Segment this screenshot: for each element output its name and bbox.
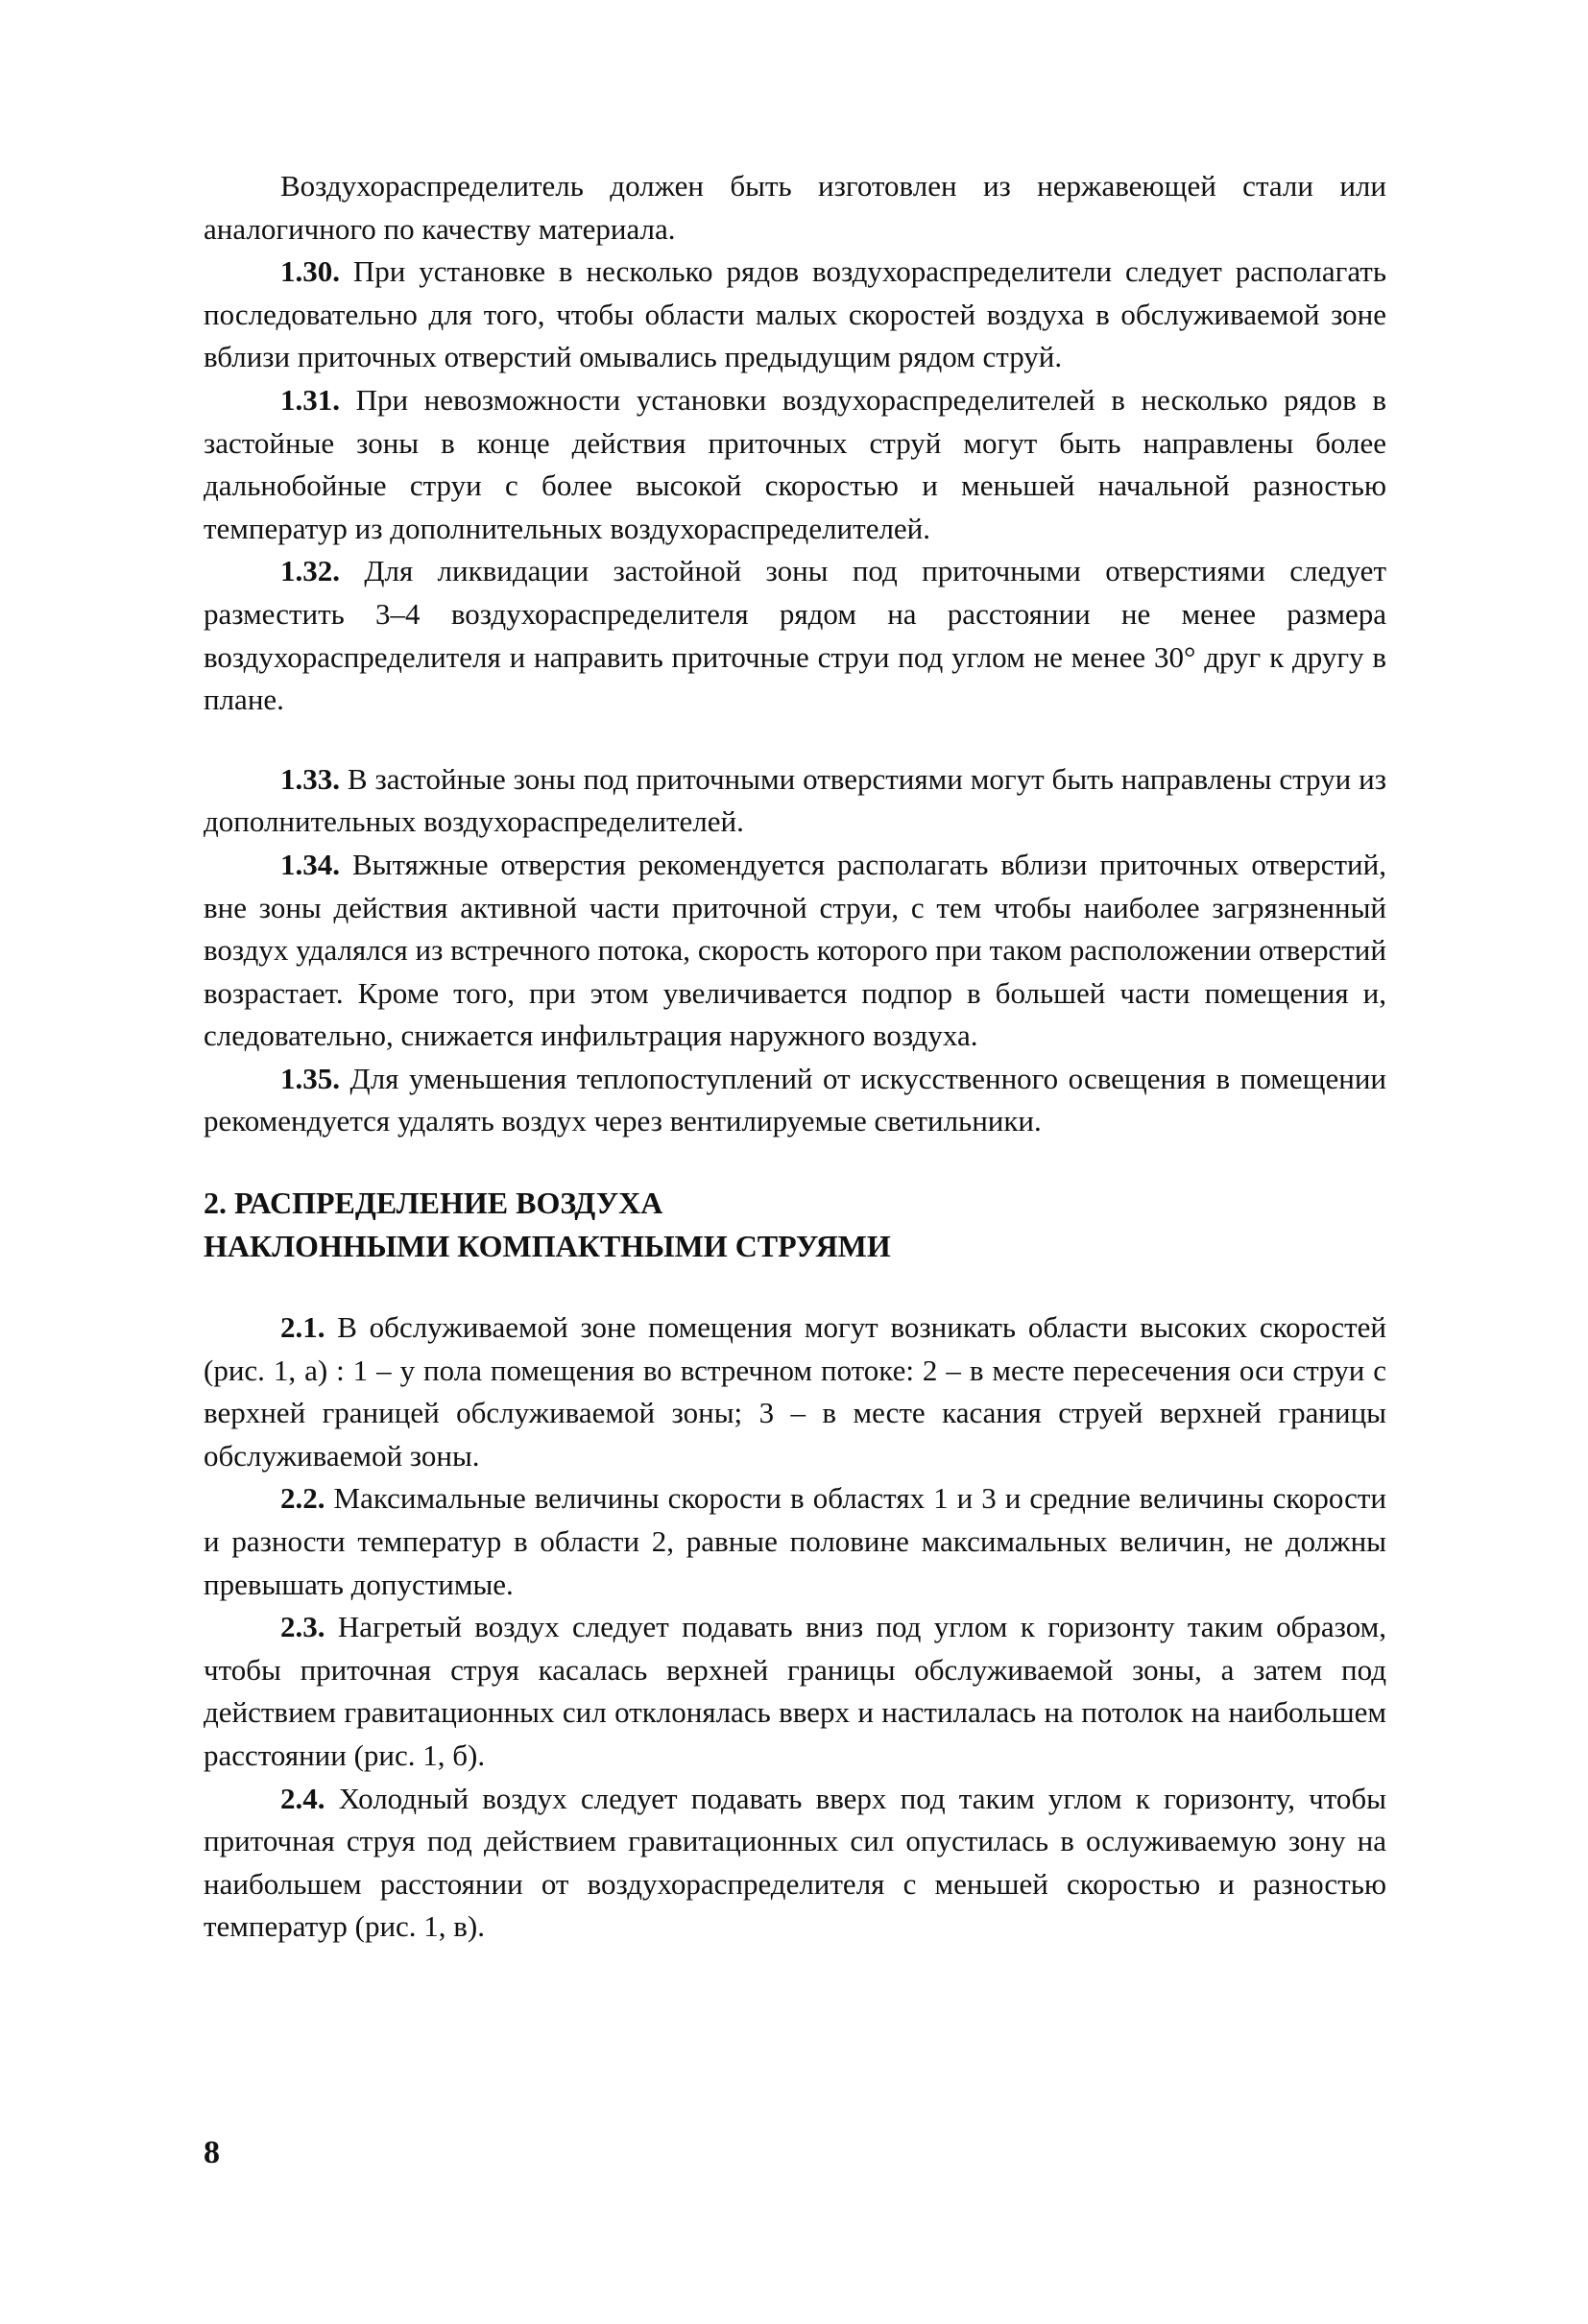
section-heading <box>204 1182 1386 1268</box>
paragraph-1-35 <box>204 1058 1386 1143</box>
paragraph-number: 1.33. <box>280 761 340 796</box>
spacer <box>204 1143 1386 1182</box>
paragraph-1-30 <box>204 251 1386 379</box>
paragraph-number: 2.2. <box>280 1481 325 1516</box>
paragraph-number: 1.35. <box>280 1061 340 1095</box>
paragraph-text: Холодный воздух следует подавать вверх под таким углом к горизонту, чтобы приточная струя под действием гравитационных сил опустилась в ослуживаемую зону на наибольшем расстоянии от воздухораспределителя с меньшей скоростью и разностью температур (рис. 1, в). <box>204 1781 1386 1944</box>
paragraph-1-32 <box>204 550 1386 721</box>
page-content <box>204 165 1386 1949</box>
paragraph-text: При установке в несколько рядов воздухораспределители следует располагать последовательно для того, чтобы области малых скоростей воздуха в обслуживаемой зоне вблизи приточных отверстий омывались предыдущим рядом струй. <box>204 254 1386 374</box>
paragraph-number: 1.31. <box>280 382 340 417</box>
paragraph-2-2 <box>204 1477 1386 1606</box>
paragraph-text: Вытяжные отверстия рекомендуется располагать вблизи приточных отверстий, вне зоны действия активной части приточной струи, с тем чтобы наиболее загрязненный воздух удалялся из встречного потока, скорость которого при таком расположении отверстий возрастает. Кроме того, при этом увеличивается подпор в большей части помещения и, следовательно, снижается инфильтрация наружного воздуха. <box>204 847 1386 1053</box>
paragraph-text: Для ликвидации застойной зоны под приточными отверстиями следует разместить 3–4 воздухораспределителя рядом на расстоянии не менее размера воздухораспределителя и направить приточные струи под углом не менее 30° друг к другу в плане. <box>204 554 1386 717</box>
paragraph-text: Для уменьшения теплопоступлений от искусственного освещения в помещении рекомендуется удалять воздух через вентилируемые светильники. <box>204 1061 1386 1138</box>
paragraph-2-1 <box>204 1306 1386 1477</box>
paragraph-number: 1.34. <box>280 847 340 881</box>
paragraph-2-3 <box>204 1606 1386 1777</box>
paragraph-number: 2.3. <box>280 1610 325 1644</box>
paragraph-number: 1.30. <box>280 254 340 289</box>
paragraph-number: 1.32. <box>280 554 340 588</box>
paragraph-1-33 <box>204 758 1386 844</box>
spacer <box>204 722 1386 758</box>
paragraph-text: Воздухораспределитель должен быть изготовлен из нержавеющей стали или аналогичного по качеству материала. <box>204 169 1386 246</box>
paragraph-text: В застойные зоны под приточными отверстиями могут быть направлены струи из дополнительных воздухораспределителей. <box>204 761 1386 839</box>
paragraph-text: При невозможности установки воздухораспределителей в несколько рядов в застойные зоны в конце действия приточных струй могут быть направлены более дальнобойные струи с более высокой скоростью и меньшей начальной разностью температур из дополнительных воздухораспределителей. <box>204 382 1386 545</box>
paragraph-number: 2.4. <box>280 1781 325 1815</box>
page-number: 8 <box>204 2135 220 2170</box>
paragraph-2-4 <box>204 1778 1386 1949</box>
paragraph-number: 2.1. <box>280 1310 325 1345</box>
paragraph-1-31 <box>204 379 1386 550</box>
paragraph-text: Нагретый воздух следует подавать вниз под углом к горизонту таким образом, чтобы приточная струя касалась верхней границы обслуживаемой зоны, а затем под действием гравитационных сил отклонялась вверх и настилалась на потолок на наибольшем расстоянии (рис. 1, б). <box>204 1610 1386 1772</box>
paragraph-continuation <box>204 165 1386 251</box>
paragraph-text: Максимальные величины скорости в областях 1 и 3 и средние величины скорости и разности температур в области 2, равные половине максимальных величин, не должны превышать допустимые. <box>204 1481 1386 1601</box>
section-heading-line-1: 2. РАСПРЕДЕЛЕНИЕ ВОЗДУХА <box>204 1186 663 1221</box>
paragraph-text: В обслуживаемой зоне помещения могут возникать области высоких скоростей (рис. 1, а) : 1 – у пола помещения во встречном потоке: 2 – в месте пересечения оси струи с верхней границей обслуживаемой зоны; 3 – в месте касания струей верхней границы обслуживаемой зоны. <box>204 1310 1386 1473</box>
paragraph-1-34 <box>204 844 1386 1058</box>
section-heading-line-2: НАКЛОННЫМИ КОМПАКТНЫМИ СТРУЯМИ <box>204 1229 891 1264</box>
spacer <box>204 1268 1386 1306</box>
